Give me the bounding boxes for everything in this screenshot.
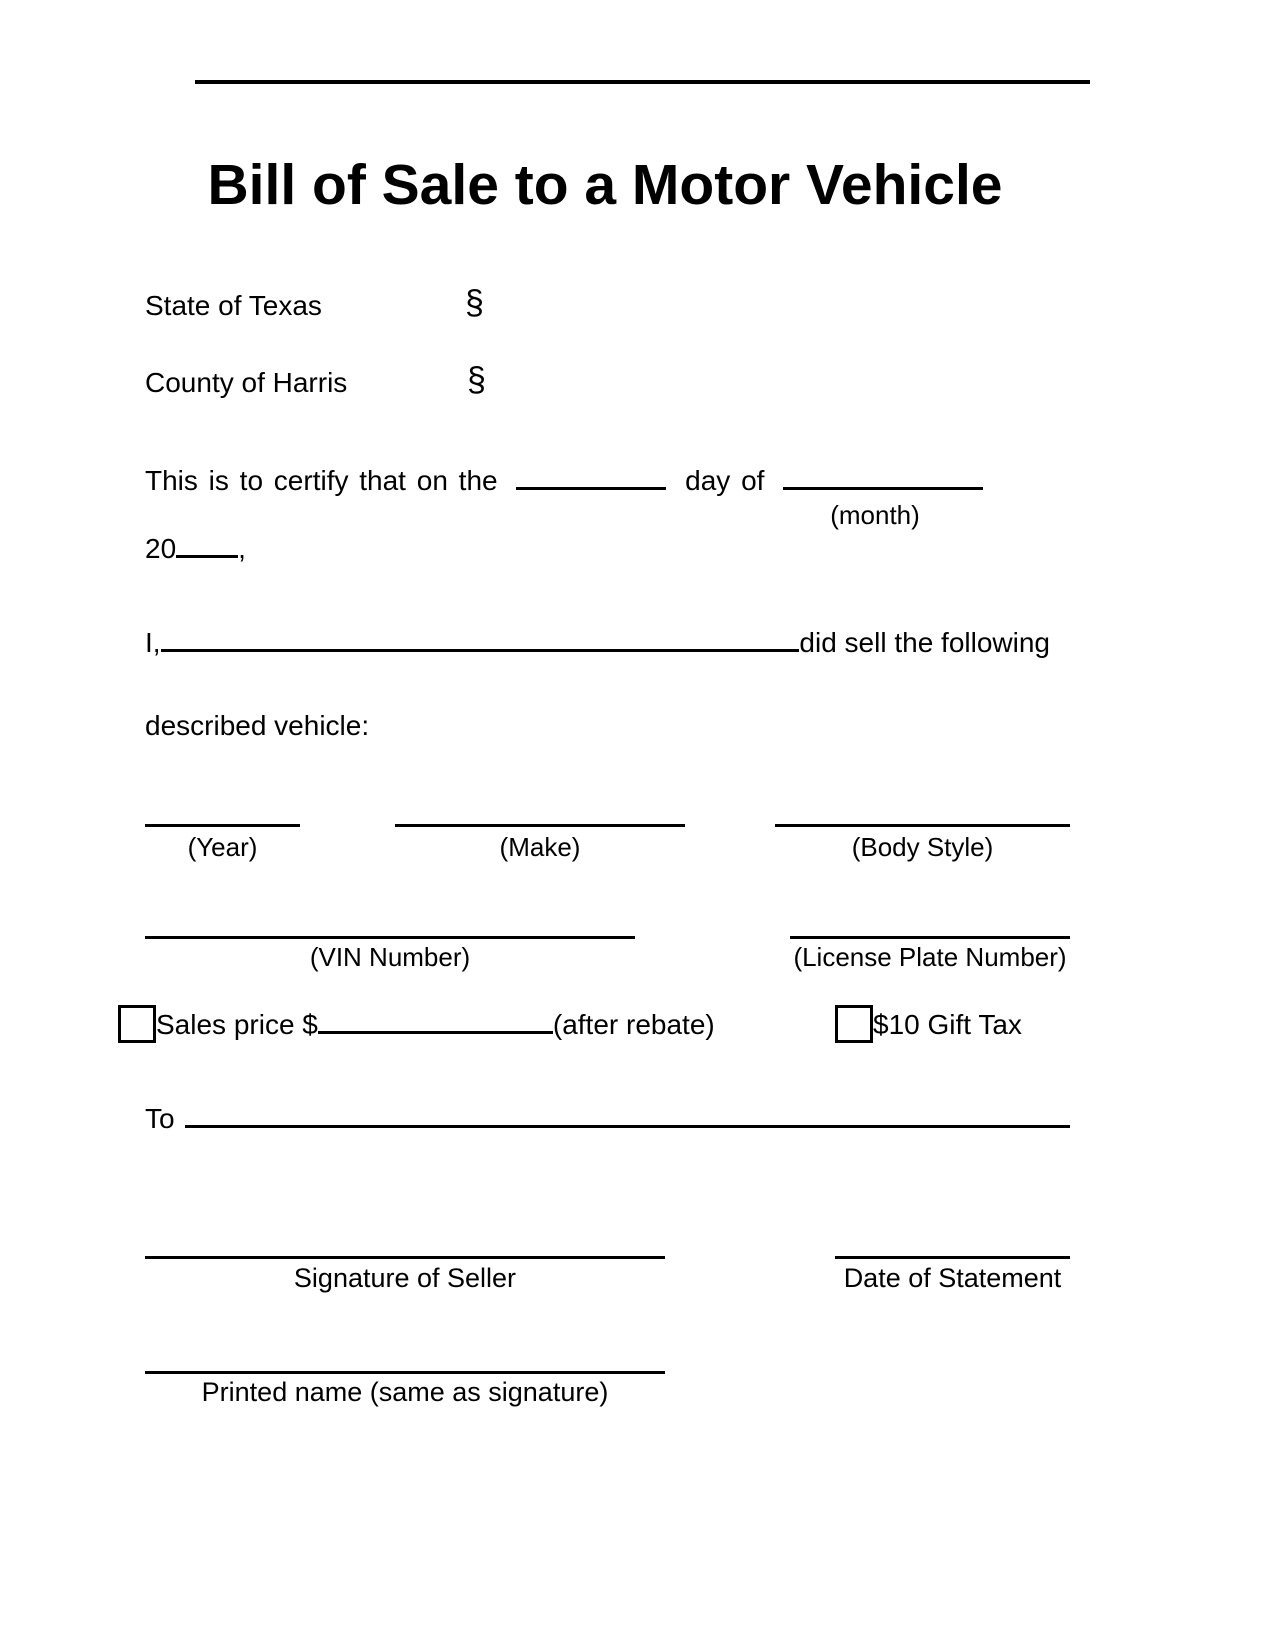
body-style-field-label: (Body Style)	[851, 832, 994, 862]
printed-name-label: Printed name (same as signature)	[201, 1377, 609, 1407]
license-plate-field-label: (License Plate Number)	[793, 942, 1067, 972]
body-style-field-line[interactable]	[775, 824, 1070, 827]
gift-tax-checkbox[interactable]	[835, 1005, 873, 1043]
county-section-symbol: §	[467, 361, 486, 399]
vin-field-line[interactable]	[145, 936, 635, 939]
make-field-label: (Make)	[499, 832, 581, 862]
year-field-line[interactable]	[145, 824, 300, 827]
county-label: County of Harris	[145, 367, 348, 398]
state-label: State of Texas	[145, 290, 322, 321]
year-blank-field[interactable]	[176, 555, 238, 558]
year-suffix: ,	[238, 533, 246, 564]
seller-name-field[interactable]	[161, 649, 800, 652]
day-blank-field[interactable]	[516, 487, 666, 490]
sales-price-amount-field[interactable]	[318, 1031, 553, 1034]
seller-signature-line[interactable]	[145, 1256, 665, 1259]
year-prefix: 20	[145, 533, 177, 564]
certify-prefix: This is to certify that on the	[145, 465, 498, 496]
top-rule	[195, 80, 1090, 84]
year-field-label: (Year)	[187, 832, 258, 862]
date-of-statement-label: Date of Statement	[843, 1263, 1062, 1293]
sales-price-checkbox[interactable]	[118, 1005, 156, 1043]
seller-suffix: did sell the following	[799, 627, 1050, 658]
to-line	[145, 1103, 1070, 1135]
sales-price-row	[118, 1005, 715, 1043]
sales-price-suffix: (after rebate)	[552, 1009, 715, 1040]
gift-tax-row	[835, 1005, 1022, 1043]
month-blank-field[interactable]	[783, 487, 983, 490]
date-of-statement-line[interactable]	[835, 1256, 1070, 1259]
page-title: Bill of Sale to a Motor Vehicle	[207, 153, 1003, 217]
printed-name-line[interactable]	[145, 1371, 665, 1374]
buyer-name-field[interactable]	[185, 1125, 1070, 1128]
sales-price-prefix: Sales price $	[156, 1009, 318, 1040]
described-vehicle-label: described vehicle:	[145, 710, 370, 741]
certify-line	[145, 465, 991, 497]
state-section-symbol: §	[465, 284, 484, 322]
month-label: (month)	[830, 500, 920, 530]
seller-signature-label: Signature of Seller	[293, 1263, 517, 1293]
license-plate-field-line[interactable]	[790, 936, 1070, 939]
year-line	[145, 533, 246, 565]
gift-tax-label: $10 Gift Tax	[873, 1009, 1022, 1040]
vin-field-label: (VIN Number)	[309, 942, 471, 972]
certify-middle: day of	[685, 465, 765, 496]
to-label: To	[145, 1103, 175, 1134]
seller-prefix: I,	[145, 627, 161, 658]
seller-line	[145, 627, 1050, 659]
make-field-line[interactable]	[395, 824, 685, 827]
